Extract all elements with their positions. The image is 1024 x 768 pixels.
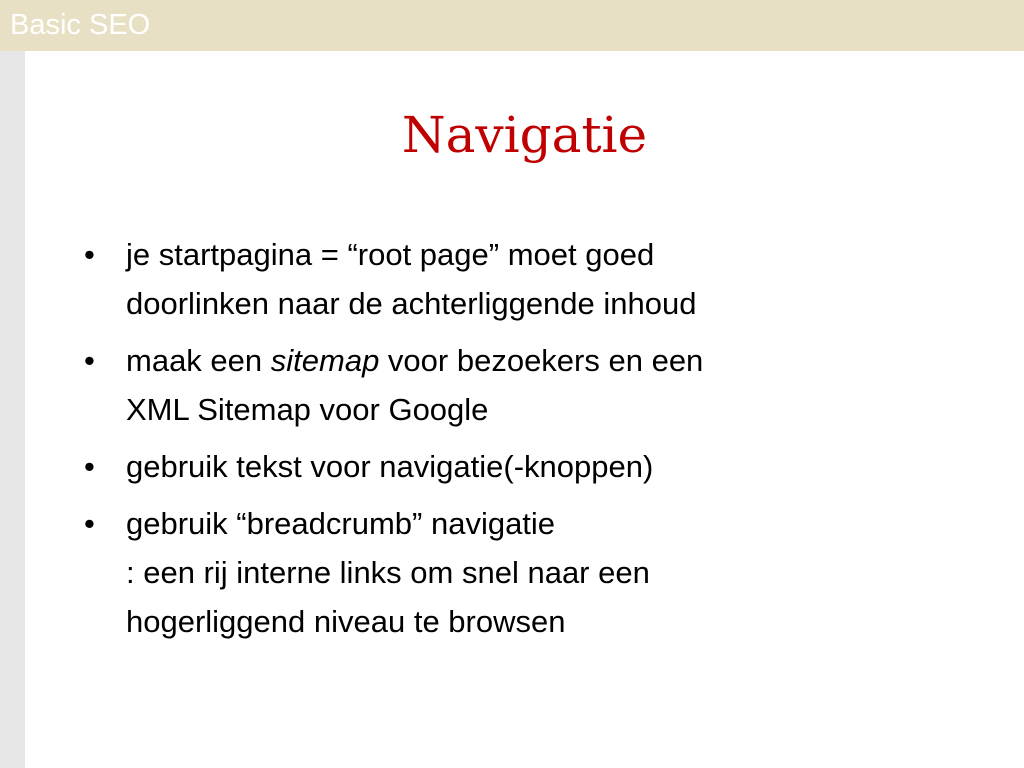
bullet-list xyxy=(84,230,884,654)
bullet-2-text-after: voor bezoekers en een xyxy=(379,343,704,378)
bullet-dot: • xyxy=(84,449,95,484)
bullet-4-line-2: : een rij interne links om snel naar een xyxy=(126,555,650,590)
bullet-1-line-2: doorlinken naar de achterliggende inhoud xyxy=(126,286,697,321)
bullet-item-2 xyxy=(84,336,884,434)
bullet-4-line-3: hogerliggend niveau te browsen xyxy=(126,604,566,639)
bullet-1-line-1: je startpagina = “root page” moet goed xyxy=(126,237,655,272)
bullet-dot: • xyxy=(84,343,95,378)
header-label: Basic SEO xyxy=(10,9,151,41)
slide-title: Navigatie xyxy=(401,106,648,164)
bullet-2-line-1 xyxy=(126,336,884,385)
top-bar xyxy=(0,0,1024,51)
bullet-dot: • xyxy=(84,237,95,272)
bullet-2-emphasis: sitemap xyxy=(270,343,380,378)
bullet-dot: • xyxy=(84,506,95,541)
bullet-item-4 xyxy=(84,499,884,646)
bullet-3-line-1: gebruik tekst voor navigatie(-knoppen) xyxy=(126,449,654,484)
bullet-4-line-1: gebruik “breadcrumb” navigatie xyxy=(126,506,556,541)
bullet-item-1 xyxy=(84,230,884,328)
bullet-2-line-2: XML Sitemap voor Google xyxy=(126,392,489,427)
bullet-2-text-before: maak een xyxy=(126,343,271,378)
bullet-item-3 xyxy=(84,442,884,491)
left-margin-strip xyxy=(0,51,25,768)
